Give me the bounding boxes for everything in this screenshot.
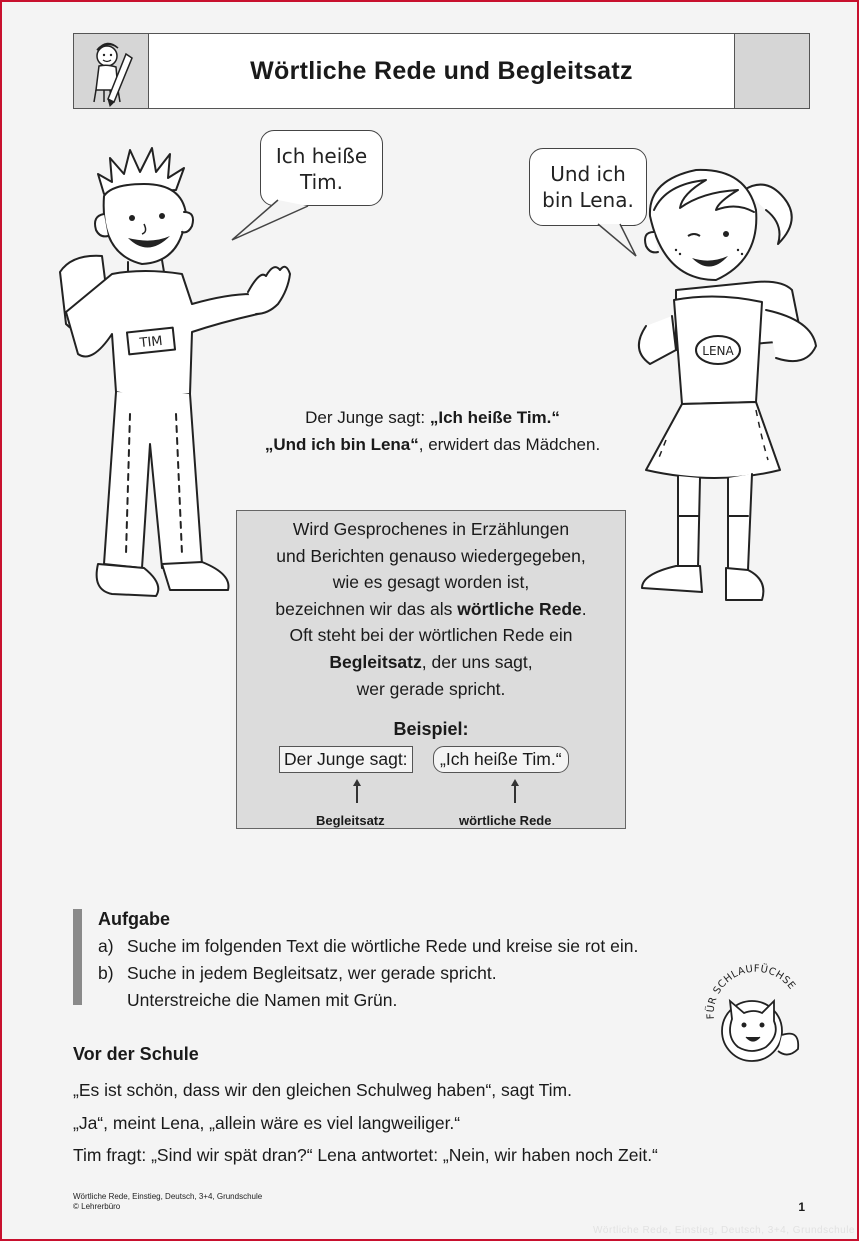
story-line: „Ja“, meint Lena, „allein wäre es viel langweiliger.“ <box>73 1112 461 1133</box>
bubble-lena-line-2: bin Lena. <box>542 188 634 212</box>
task-item-text: Suche im folgenden Text die wörtliche Rede und kreise sie rot ein. <box>127 936 639 956</box>
definition-line-6-text: , der uns sagt, <box>421 651 533 672</box>
task-item-a <box>98 933 758 960</box>
definition-line-3: wie es gesagt worden ist, <box>332 572 530 593</box>
definition-line-4-end: . <box>581 598 587 619</box>
example-sentences <box>230 404 635 458</box>
task-item-label: a) <box>98 936 114 956</box>
footer-copyright: © Lehrerbüro <box>73 1202 121 1211</box>
definition-text <box>237 516 625 702</box>
example-title: Beispiel: <box>393 719 469 740</box>
definition-box <box>236 510 626 829</box>
task-title: Aufgabe <box>98 909 170 929</box>
task-section <box>98 906 758 1014</box>
footer-meta: Wörtliche Rede, Einstieg, Deutsch, 3+4, Grundschule <box>73 1192 263 1201</box>
girl-lena-illustration <box>606 140 826 610</box>
example-row <box>237 746 625 776</box>
example-line-1-speech: „Ich heiße Tim.“ <box>429 408 560 427</box>
badge-tim: TIM <box>138 333 164 352</box>
definition-line-1: Wird Gesprochenes in Erzählungen <box>292 519 570 539</box>
watermark: Wörtliche Rede, Einstieg, Deutsch, 3+4, Grundschule <box>592 1225 855 1236</box>
story-line: Tim fragt: „Sind wir spät dran?“ Lena antwortet: „Nein, wir haben noch Zeit.“ <box>73 1145 658 1165</box>
caption-woertliche-rede: wörtliche Rede <box>459 813 552 828</box>
bubble-tim-line-2: Tim. <box>300 170 343 194</box>
stamp-text: FÜR SCHLAUFÜCHSE <box>705 963 798 1020</box>
page-title: Wörtliche Rede und Begleitsatz <box>250 56 633 85</box>
task-item-text: Unterstreiche die Namen mit Grün. <box>127 990 398 1010</box>
definition-line-4-text: bezeichnen wir das als <box>275 598 458 619</box>
pencil-kid-icon <box>74 34 149 108</box>
story-section <box>73 1044 793 1172</box>
badge-lena: LENA <box>702 344 734 358</box>
page-number: 1 <box>798 1200 805 1214</box>
term-begleitsatz: Begleitsatz <box>329 651 422 672</box>
task-accent-bar <box>73 909 82 1005</box>
definition-line-6 <box>237 649 625 676</box>
header-end-cell <box>734 34 809 108</box>
term-woertliche-rede: wörtliche Rede <box>457 598 582 619</box>
example-woertliche-rede-box: „Ich heiße Tim.“ <box>433 746 569 773</box>
definition-line-5: Oft steht bei der wörtlichen Rede ein <box>289 625 573 646</box>
example-line-1-text: Der Junge sagt: <box>305 408 430 427</box>
worksheet-header <box>73 33 810 109</box>
task-item-text: Suche in jedem Begleitsatz, wer gerade spricht. <box>127 963 497 983</box>
arrow-line-begleitsatz <box>356 785 358 803</box>
bubble-lena-line-1: Und ich <box>550 162 626 186</box>
footer <box>73 1192 262 1212</box>
task-item-b <box>98 960 758 987</box>
example-begleitsatz-box: Der Junge sagt: <box>279 746 413 773</box>
definition-line-4 <box>237 596 625 623</box>
caption-begleitsatz: Begleitsatz <box>316 813 385 828</box>
definition-line-2: und Berichten genauso wiedergegeben, <box>276 545 586 566</box>
task-item-label <box>98 987 127 1014</box>
task-item-label: b) <box>98 963 114 983</box>
example-line-2 <box>230 431 635 458</box>
story-line: „Es ist schön, dass wir den gleichen Schulweg haben“, sagt Tim. <box>73 1080 572 1100</box>
example-line-1 <box>230 404 635 431</box>
arrow-line-woertliche-rede <box>514 785 516 803</box>
story-title: Vor der Schule <box>73 1044 199 1064</box>
bubble-tim-line-1: Ich heiße <box>275 144 368 168</box>
example-line-2-text: , erwidert das Mädchen. <box>418 435 601 454</box>
example-line-2-speech: „Und ich bin Lena“ <box>264 435 419 454</box>
task-item-b-continued <box>98 987 758 1014</box>
definition-line-7: wer gerade spricht. <box>356 678 506 699</box>
